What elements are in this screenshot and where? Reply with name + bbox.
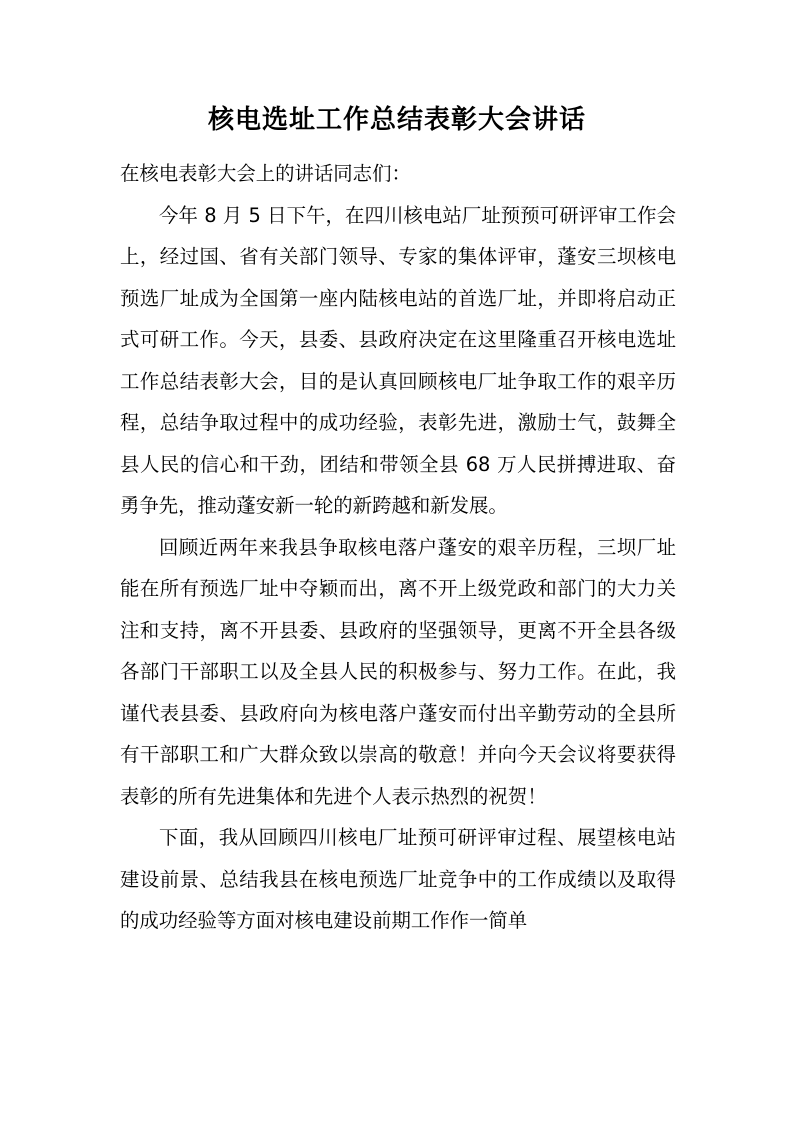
- paragraph-3: 下面，我从回顾四川核电厂址预可研评审过程、展望核电站建设前景、总结我县在核电预选厂址竞争中的工作成绩以及取得的成功经验等方面对核电建设前期工作作一简单: [120, 826, 676, 932]
- salutation-line: 在核电表彰大会上的讲话同志们：: [120, 162, 411, 185]
- paragraph-1: 今年 8 月 5 日下午，在四川核电站厂址预预可研评审工作会上，经过国、省有关部门领导、专家的集体评审，蓬安三坝核电预选厂址成为全国第一座内陆核电站的首选厂址，并即将启动正式可研工作。今天，县委、县政府决定在这里隆重召开核电选址工作总结表彰大会，目的是认真回顾核电厂址争取工作的艰辛历程，总结争取过程中的成功经验，表彰先进，激励士气，鼓舞全县人民的信心和干劲，团结和带领全县 68 万人民拼搏进取、奋勇争先，推动蓬安新一轮的新跨越和新发展。: [120, 203, 676, 517]
- document-body: [120, 153, 676, 942]
- document-title: 核电选址工作总结表彰大会讲话: [207, 105, 586, 135]
- paragraph-2: 回顾近两年来我县争取核电落户蓬安的艰辛历程，三坝厂址能在所有预选厂址中夺颖而出，离不开上级党政和部门的大力关注和支持，离不开县委、县政府的坚强领导，更离不开全县各级各部门干部职工以及全县人民的积极参与、努力工作。在此，我谨代表县委、县政府向为核电落户蓬安而付出辛勤劳动的全县所有干部职工和广大群众致以崇高的敬意！并向今天会议将要获得表彰的所有先进集体和先进个人表示热烈的祝贺！: [120, 535, 676, 808]
